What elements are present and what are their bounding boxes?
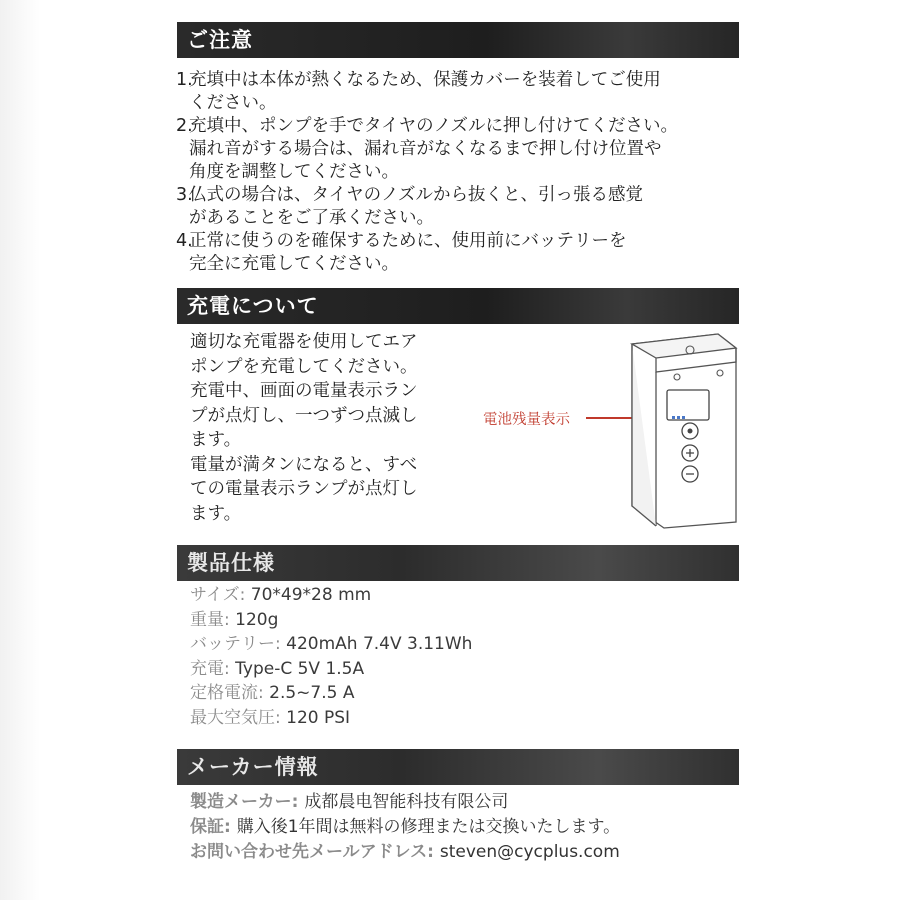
- spec-battery: バッテリー: 420mAh 7.4V 3.11Wh: [190, 634, 473, 654]
- maker-warranty: 保証: 購入後1年間は無料の修理または交換いたします。: [190, 817, 621, 837]
- notice-item: 1.充填中は本体が熱くなるため、保護カバーを装着してご使用 ください。: [176, 70, 661, 113]
- specs-list: [190, 583, 472, 730]
- specs-title: 製品仕様: [187, 551, 275, 575]
- spec-charging: 充電: Type-C 5V 1.5A: [190, 658, 365, 679]
- notice-item: 2.充填中、ポンプを手でタイヤのノズルに押し付けてください。 漏れ音がする場合は、漏れ音がなくなるまで押し付け位置や 角度を調整してください。: [176, 116, 678, 182]
- charging-header: [177, 288, 739, 324]
- page-edge-shadow: [0, 0, 40, 900]
- charging-title: 充電について: [187, 294, 319, 318]
- spec-size: サイズ: 70*49*28 mm: [190, 585, 372, 605]
- spec-max-pressure: 最大空気圧: 120 PSI: [190, 707, 351, 728]
- battery-led: [672, 416, 675, 419]
- maker-header: [177, 749, 739, 785]
- air-pump-illustration: [618, 326, 758, 530]
- notice-item: 3.仏式の場合は、タイヤのノズルから抜くと、引っ張る感覚 があることをご了承ください。: [176, 185, 643, 228]
- maker-contact-email: お問い合わせ先メールアドレス: steven@cycplus.com: [190, 842, 620, 862]
- maker-manufacturer: 製造メーカー: 成都晨电智能科技有限公司: [190, 792, 509, 812]
- notice-item: 4.正常に使うのを確保するために、使用前にバッテリーを 完全に充電してください。: [176, 231, 627, 274]
- maker-info: [190, 790, 620, 865]
- notice-list: [176, 69, 756, 276]
- notice-title: ご注意: [187, 28, 253, 52]
- battery-indicator-label: 電池残量表示: [483, 412, 570, 428]
- charging-description: 適切な充電器を使用してエア ポンプを充電してください。 充電中、画面の電量表示ラン プが点灯し、一つずつ点滅し ます。 電量が満タンになると、すべ ての電量表示ランプが点灯し ます。: [190, 332, 418, 524]
- specs-header: [177, 545, 739, 581]
- spec-weight: 重量: 120g: [190, 609, 279, 630]
- notice-header: [177, 22, 739, 58]
- screen: [667, 390, 709, 420]
- battery-led: [682, 416, 685, 419]
- maker-title: メーカー情報: [187, 755, 319, 779]
- spec-rated-current: 定格電流: 2.5~7.5 A: [190, 683, 355, 703]
- battery-led: [677, 416, 680, 419]
